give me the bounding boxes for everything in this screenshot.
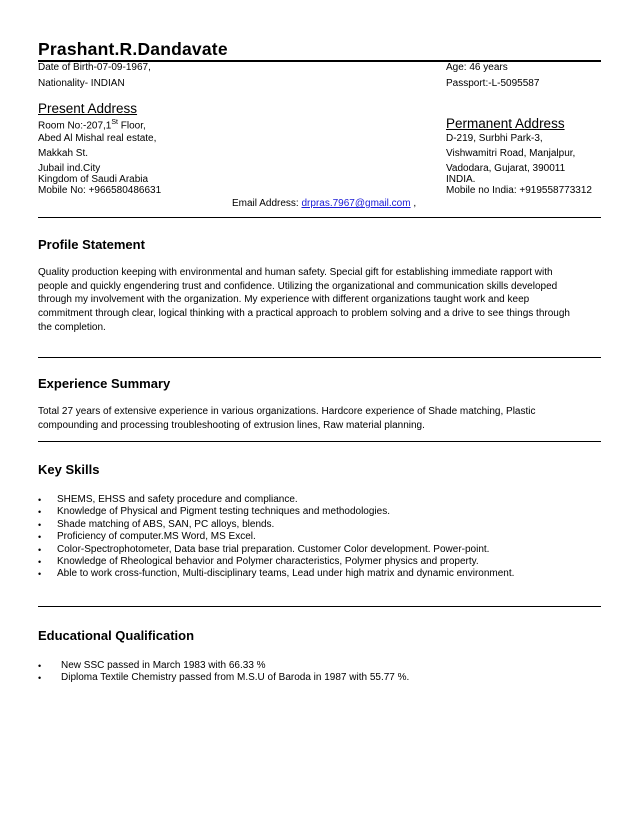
experience-divider bbox=[38, 441, 601, 442]
experience-line: Total 27 years of extensive experience in various organizations. Hardcore experience of Shade matching, Plastic bbox=[38, 406, 536, 417]
email-label: Email Address: bbox=[232, 198, 302, 209]
email-line bbox=[232, 198, 416, 210]
profile-line: the completion. bbox=[38, 321, 106, 333]
present-address-line: Kingdom of Saudi Arabia bbox=[38, 174, 149, 185]
skill-text: SHEMS, EHSS and safety procedure and compliance. bbox=[57, 494, 298, 505]
skill-text: Color-Spectrophotometer, Data base trial preparation. Customer Color development. Power-point. bbox=[57, 543, 490, 555]
bullet-icon: • bbox=[38, 661, 42, 671]
address-divider bbox=[38, 217, 601, 218]
profile-line: commitment through clear, logical thinking with a practical approach to problem solving and a drive to see things through bbox=[38, 308, 570, 320]
candidate-name: Prashant.R.Dandavate bbox=[38, 39, 228, 59]
skill-text: Knowledge of Physical and Pigment testing techniques and methodologies. bbox=[57, 506, 390, 518]
bullet-icon: • bbox=[38, 556, 42, 567]
permanent-address-line: INDIA. bbox=[446, 174, 476, 185]
permanent-address-line: D-219, Surbhi Park-3, bbox=[446, 133, 543, 144]
bullet-icon: • bbox=[38, 519, 42, 530]
experience-paragraph bbox=[38, 405, 603, 432]
present-address-line: Abed Al Mishal real estate, bbox=[38, 133, 157, 144]
bullet-icon: • bbox=[38, 569, 42, 580]
experience-line: compounding and processing troubleshooting of extrusion lines, Raw material planning. bbox=[38, 419, 425, 431]
nationality: Nationality- INDIAN bbox=[38, 78, 125, 89]
present-address-title: Present Address bbox=[38, 101, 138, 116]
permanent-address-line: Vishwamitri Road, Manjalpur, bbox=[446, 148, 576, 159]
age: Age: 46 years bbox=[446, 62, 508, 73]
bullet-icon: • bbox=[38, 507, 42, 518]
profile-line: people and quickly engendering trust and confidence. Utilizing the organizational and communication skills developed bbox=[38, 280, 558, 292]
email-suffix: , bbox=[410, 198, 417, 209]
bullet-icon: • bbox=[38, 495, 42, 505]
email-link[interactable]: drpras.7967@gmail.com bbox=[301, 198, 411, 209]
superscript: St bbox=[111, 119, 118, 126]
skills-divider bbox=[38, 606, 601, 607]
skill-text: Shade matching of ABS, SAN, PC alloys, blends. bbox=[57, 518, 275, 530]
present-address-line-text: Room No:-207,1 bbox=[38, 120, 112, 132]
education-text: New SSC passed in March 1983 with 66.33 % bbox=[61, 660, 266, 671]
skill-text: Able to work cross-function, Multi-disciplinary teams, Lead under high matrix and dynamic environment. bbox=[57, 568, 515, 580]
skills-title: Key Skills bbox=[38, 462, 100, 477]
passport: Passport:-L-5095587 bbox=[446, 78, 540, 89]
bullet-icon: • bbox=[38, 544, 42, 555]
skill-text: Knowledge of Rheological behavior and Polymer characteristics, Polymer physics and property. bbox=[57, 555, 479, 567]
present-mobile: Mobile No: +966580486631 bbox=[38, 185, 162, 196]
profile-divider bbox=[38, 357, 601, 358]
education-title: Educational Qualification bbox=[38, 628, 195, 643]
permanent-mobile: Mobile no India: +919558773312 bbox=[446, 185, 592, 196]
bullet-icon: • bbox=[38, 532, 42, 543]
present-address-line-suffix: Floor, bbox=[118, 120, 146, 132]
skill-text: Proficiency of computer.MS Word, MS Excel. bbox=[57, 531, 256, 543]
bullet-icon: • bbox=[38, 673, 42, 684]
experience-title: Experience Summary bbox=[38, 376, 171, 391]
present-address-line: Jubail ind.City bbox=[38, 163, 101, 174]
permanent-address-line: Vadodara, Gujarat, 390011 bbox=[446, 163, 566, 174]
permanent-address-title: Permanent Address bbox=[446, 116, 565, 131]
present-address-line: Makkah St. bbox=[38, 148, 89, 159]
date-of-birth: Date of Birth-07-09-1967, bbox=[38, 62, 151, 73]
profile-title: Profile Statement bbox=[38, 237, 145, 252]
education-text: Diploma Textile Chemistry passed from M.S.U of Baroda in 1987 with 55.77 %. bbox=[61, 672, 410, 684]
profile-line: Quality production keeping with environmental and human safety. Special gift for establishing immediate rapport with bbox=[38, 267, 553, 278]
present-address-line bbox=[38, 117, 146, 132]
profile-paragraph bbox=[38, 266, 603, 335]
profile-line: through my involvement with the organization. My experience with different organizations taught work and keep bbox=[38, 294, 530, 306]
